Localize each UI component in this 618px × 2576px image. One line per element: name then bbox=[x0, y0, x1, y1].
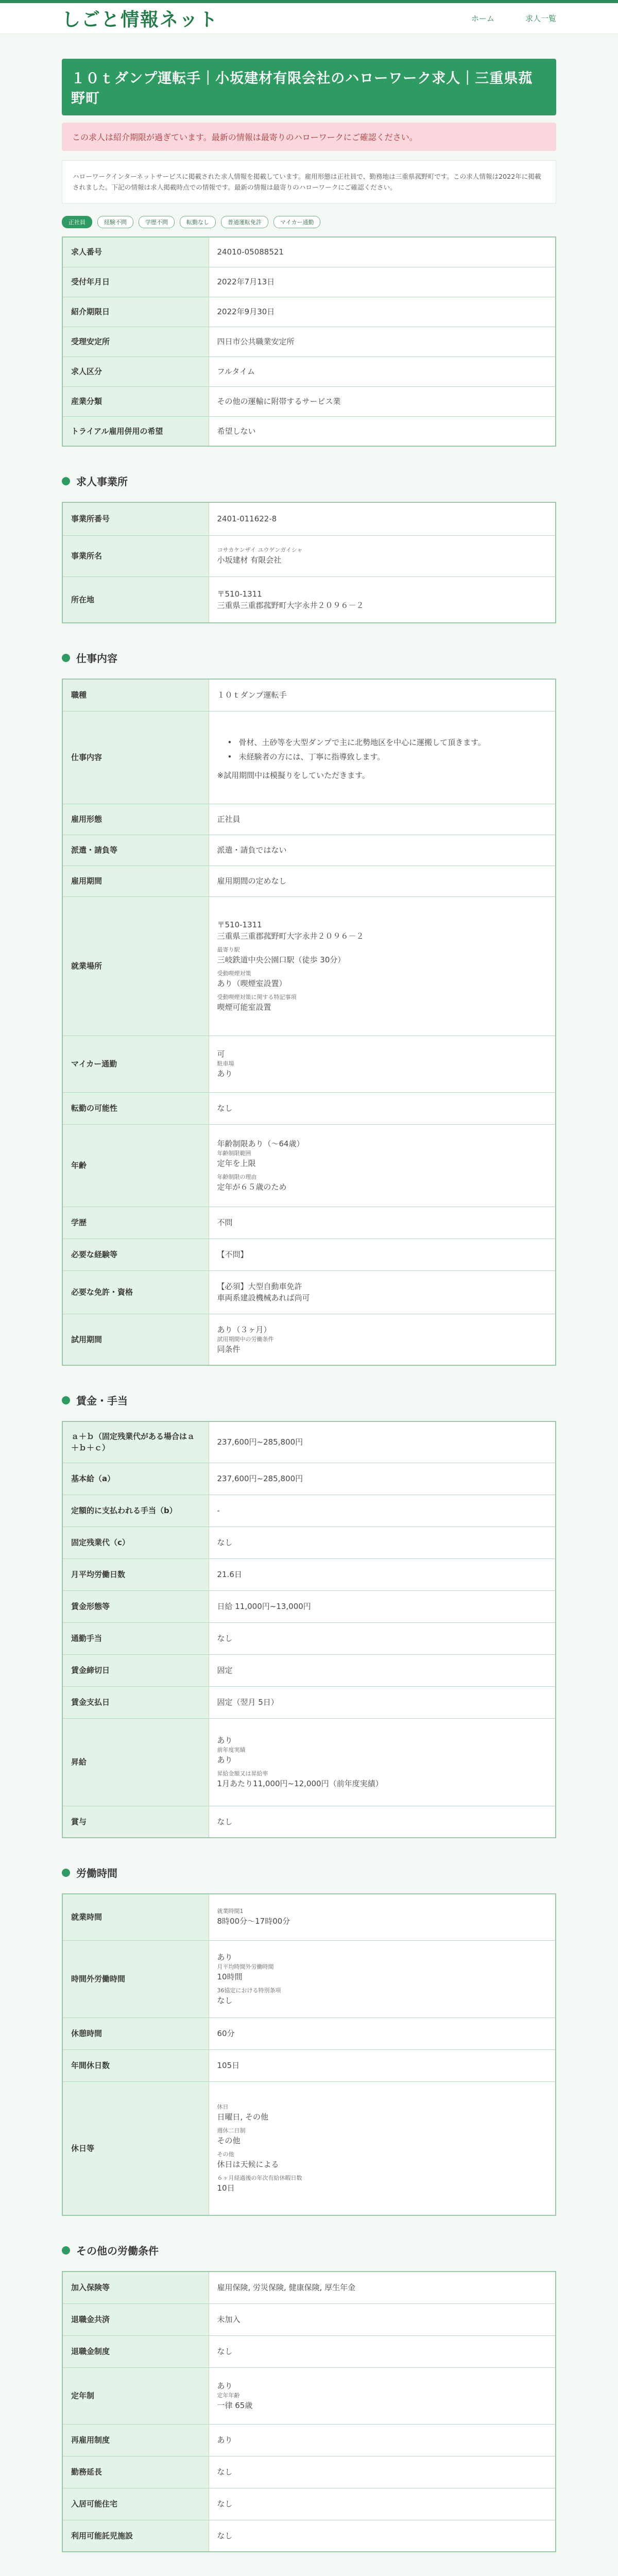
field-label: 賃金形態等 bbox=[62, 1590, 209, 1622]
field-value: 237,600円~285,800円 bbox=[209, 1421, 556, 1463]
weekly-two-days: その他 bbox=[217, 2136, 241, 2145]
field-value: １０ｔダンプ運転手 bbox=[209, 679, 556, 711]
work-note: ※試用期間中は模擬りをしていただきます。 bbox=[217, 771, 370, 780]
field-value bbox=[209, 1124, 556, 1207]
list-item: • 骨材、土砂等を大型ダンプで主に北勢地区を中心に運搬して頂きます。 bbox=[217, 737, 547, 748]
table-row bbox=[62, 1590, 556, 1622]
table-row bbox=[62, 1092, 556, 1124]
list-item: • 未経験者の方には、丁寧に指導致します。 bbox=[217, 751, 547, 762]
table-row bbox=[62, 1421, 556, 1463]
field-value: あり bbox=[209, 2424, 556, 2456]
table-row bbox=[62, 1940, 556, 2018]
field-value: 105日 bbox=[209, 2049, 556, 2081]
table-row bbox=[62, 1036, 556, 1092]
expired-notice: この求人は紹介期限が過ぎています。最新の情報は最寄りのハローワークにご確認ください。 bbox=[62, 123, 556, 151]
retirement-age: 一律 65歳 bbox=[217, 2401, 253, 2410]
field-label: 休憩時間 bbox=[62, 2018, 209, 2049]
field-value: なし bbox=[209, 1092, 556, 1124]
table-row bbox=[62, 1558, 556, 1590]
field-label: 雇用形態 bbox=[62, 804, 209, 835]
section-heading-job bbox=[62, 650, 556, 665]
field-label: トライアル雇用併用の希望 bbox=[62, 416, 209, 446]
section-title: 賃金・手当 bbox=[76, 1395, 128, 1407]
field-label: 雇用期間 bbox=[62, 866, 209, 896]
field-label: 加入保険等 bbox=[62, 2272, 209, 2303]
field-value: 日給 11,000円~13,000円 bbox=[209, 1590, 556, 1622]
holiday-other: 休日は天候による bbox=[217, 2159, 279, 2169]
table-row bbox=[62, 896, 556, 1036]
field-label: 学歴 bbox=[62, 1207, 209, 1239]
field-label: 転勤の可能性 bbox=[62, 1092, 209, 1124]
wage-table bbox=[62, 1421, 556, 1838]
table-row bbox=[62, 2424, 556, 2456]
table-row bbox=[62, 297, 556, 327]
bullet-icon bbox=[62, 1869, 70, 1877]
field-label: 基本給（a） bbox=[62, 1463, 209, 1495]
tag-no-transfer[interactable]: 転勤なし bbox=[180, 216, 216, 228]
age-reason: 定年が６５歳のため bbox=[217, 1182, 287, 1192]
table-row bbox=[62, 357, 556, 386]
field-value: 2022年9月30日 bbox=[209, 297, 556, 327]
field-value: 固定 bbox=[209, 1654, 556, 1686]
sub-label: 年齢制限の理由 bbox=[217, 1174, 257, 1180]
field-value: その他の運輸に附帯するサービス業 bbox=[209, 386, 556, 416]
field-value: なし bbox=[209, 2335, 556, 2367]
table-row bbox=[62, 2272, 556, 2303]
field-label: 勤務延長 bbox=[62, 2456, 209, 2488]
field-label: 休日等 bbox=[62, 2081, 209, 2215]
table-row bbox=[62, 535, 556, 577]
field-label: 退職金共済 bbox=[62, 2303, 209, 2335]
table-row bbox=[62, 2049, 556, 2081]
holidays: 日曜日, その他 bbox=[217, 2112, 269, 2122]
tag-seishain[interactable]: 正社員 bbox=[62, 216, 92, 228]
raise-record: あり bbox=[217, 1755, 233, 1765]
nav-job-list[interactable]: 求人一覧 bbox=[525, 14, 556, 23]
trial-condition: 同条件 bbox=[217, 1344, 241, 1354]
table-row bbox=[62, 711, 556, 804]
table-row bbox=[62, 577, 556, 623]
special-clause: なし bbox=[217, 1996, 233, 2005]
field-value: 四日市公共職業安定所 bbox=[209, 327, 556, 357]
smoke-policy: あり（喫煙室設置） bbox=[217, 979, 287, 988]
retirement: あり bbox=[217, 2381, 233, 2391]
table-row bbox=[62, 866, 556, 896]
field-label: 入居可能住宅 bbox=[62, 2488, 209, 2520]
field-label: 賃金締切日 bbox=[62, 1654, 209, 1686]
address: 三重県三重郡菰野町大字永井２０９６－２ bbox=[217, 931, 364, 941]
field-label: 求人区分 bbox=[62, 357, 209, 386]
nav-home[interactable]: ホーム bbox=[471, 14, 494, 23]
sub-label: 受動喫煙対策 bbox=[217, 970, 251, 977]
field-value: 雇用保険, 労災保険, 健康保険, 厚生年金 bbox=[209, 2272, 556, 2303]
table-row bbox=[62, 1654, 556, 1686]
field-label: 仕事内容 bbox=[62, 711, 209, 804]
table-row bbox=[62, 2018, 556, 2049]
field-label: 固定残業代（c） bbox=[62, 1527, 209, 1558]
sub-label: 試用期間中の労働条件 bbox=[217, 1335, 274, 1343]
table-row bbox=[62, 1806, 556, 1838]
sub-label: 就業時間1 bbox=[217, 1908, 244, 1915]
field-label: 所在地 bbox=[62, 577, 209, 623]
field-label: 事業所番号 bbox=[62, 502, 209, 535]
field-value: 24010-05088521 bbox=[209, 237, 556, 267]
page-title: １０ｔダンプ運転手｜小坂建材有限会社のハローワーク求人｜三重県菰野町 bbox=[62, 59, 556, 115]
table-row bbox=[62, 1239, 556, 1270]
main-nav bbox=[471, 13, 556, 24]
sub-label: 週休二日制 bbox=[217, 2127, 246, 2134]
sub-label: 受動喫煙対策に関する特記事項 bbox=[217, 994, 297, 1001]
field-label: 求人番号 bbox=[62, 237, 209, 267]
section-heading-office bbox=[62, 473, 556, 488]
age-range: 定年を上限 bbox=[217, 1159, 256, 1168]
section-heading-conditions bbox=[62, 2243, 556, 2258]
summary-table bbox=[62, 236, 556, 447]
field-value bbox=[209, 535, 556, 577]
table-row bbox=[62, 679, 556, 711]
field-value bbox=[209, 1036, 556, 1092]
field-label: 賞与 bbox=[62, 1806, 209, 1838]
field-value bbox=[209, 2367, 556, 2424]
table-row bbox=[62, 1894, 556, 1940]
field-value: 雇用期間の定めなし bbox=[209, 866, 556, 896]
table-row bbox=[62, 2488, 556, 2520]
table-row bbox=[62, 835, 556, 866]
field-value: 2022年7月13日 bbox=[209, 267, 556, 297]
field-value: なし bbox=[209, 1527, 556, 1558]
section-title: 求人事業所 bbox=[76, 476, 128, 488]
field-label: ａ＋ｂ（固定残業代がある場合はａ＋ｂ＋ｃ） bbox=[62, 1421, 209, 1463]
job-description-box: ハローワークインターネットサービスに掲載された求人情報を掲載しています。雇用形態は正社員で、勤務地は三重県菰野町です。この求人情報は2022年に掲載されました。下記の情報は求人掲載時点での情報です。最新の情報は最寄りのハローワークにご確認ください。 bbox=[62, 160, 556, 204]
sub-label: 年齢制限範囲 bbox=[217, 1150, 251, 1157]
field-label: 就業時間 bbox=[62, 1894, 209, 1940]
field-value: 237,600円~285,800円 bbox=[209, 1463, 556, 1495]
field-value bbox=[209, 711, 556, 804]
sub-label: 駐車場 bbox=[217, 1060, 234, 1067]
table-row bbox=[62, 267, 556, 297]
table-row bbox=[62, 237, 556, 267]
field-label: 利用可能託児施設 bbox=[62, 2520, 209, 2552]
sub-label: その他 bbox=[217, 2150, 234, 2158]
field-value: 21.6日 bbox=[209, 1558, 556, 1590]
field-value: 60分 bbox=[209, 2018, 556, 2049]
field-value: 正社員 bbox=[209, 804, 556, 835]
sub-label: 定年年齢 bbox=[217, 2392, 240, 2399]
age-limit: 年齢制限あり（～64歳） bbox=[217, 1139, 304, 1148]
table-row bbox=[62, 1622, 556, 1654]
table-row bbox=[62, 1124, 556, 1207]
zip-code: 〒510-1311 bbox=[217, 920, 262, 929]
tag-license[interactable]: 普通運転免許 bbox=[221, 216, 268, 228]
field-label: 通勤手当 bbox=[62, 1622, 209, 1654]
field-label: 受理安定所 bbox=[62, 327, 209, 357]
tag-list bbox=[62, 216, 556, 228]
zip-code: 〒510-1311 bbox=[217, 589, 262, 599]
site-logo[interactable]: しごと情報ネット bbox=[62, 9, 219, 30]
field-value: 【不問】 bbox=[209, 1239, 556, 1270]
field-value bbox=[209, 577, 556, 623]
field-value: フルタイム bbox=[209, 357, 556, 386]
field-label: 就業場所 bbox=[62, 896, 209, 1036]
conditions-table bbox=[62, 2271, 556, 2552]
table-row bbox=[62, 1686, 556, 1718]
table-row bbox=[62, 2520, 556, 2552]
bullet-icon bbox=[62, 1396, 70, 1404]
table-row bbox=[62, 1495, 556, 1527]
bullet-icon bbox=[62, 477, 70, 485]
tag-car-commute[interactable]: マイカー通勤 bbox=[273, 216, 320, 228]
site-header bbox=[0, 3, 618, 34]
field-label: 試用期間 bbox=[62, 1314, 209, 1365]
smoke-note: 喫煙可能室設置 bbox=[217, 1003, 271, 1012]
company-kana: コサカケンザイ ユウゲンガイシャ bbox=[217, 547, 303, 553]
field-label: 受付年月日 bbox=[62, 267, 209, 297]
parking: あり bbox=[217, 1069, 233, 1078]
field-value: 未加入 bbox=[209, 2303, 556, 2335]
field-value: 不問 bbox=[209, 1207, 556, 1239]
field-label: 必要な免許・資格 bbox=[62, 1270, 209, 1314]
sub-label: 昇給金額又は昇給率 bbox=[217, 1770, 268, 1777]
license-required: 【必須】大型自動車免許 bbox=[217, 1282, 302, 1291]
field-label: 必要な経験等 bbox=[62, 1239, 209, 1270]
sub-label: 休日 bbox=[217, 2103, 229, 2110]
table-row bbox=[62, 2335, 556, 2367]
table-row bbox=[62, 2081, 556, 2215]
field-label: 紹介期限日 bbox=[62, 297, 209, 327]
field-value: なし bbox=[209, 1622, 556, 1654]
table-row bbox=[62, 1527, 556, 1558]
field-label: 派遣・請負等 bbox=[62, 835, 209, 866]
station: 三岐鉄道中央公園口駅（徒歩 30分） bbox=[217, 955, 346, 964]
field-value: なし bbox=[209, 2488, 556, 2520]
sub-label: 36協定における特別条項 bbox=[217, 1987, 281, 1994]
work-hours: 8時00分～17時00分 bbox=[217, 1917, 290, 1926]
sub-label: 前年度実績 bbox=[217, 1747, 246, 1753]
field-value bbox=[209, 2081, 556, 2215]
table-row bbox=[62, 327, 556, 357]
field-value: 希望しない bbox=[209, 416, 556, 446]
main-content bbox=[62, 34, 556, 2576]
field-label: 年齢 bbox=[62, 1124, 209, 1207]
table-row bbox=[62, 386, 556, 416]
field-value bbox=[209, 1314, 556, 1365]
address: 三重県三重郡菰野町大字永井２０９６－２ bbox=[217, 600, 364, 610]
field-value: 固定（翌月 5日） bbox=[209, 1686, 556, 1718]
section-heading-hours bbox=[62, 1865, 556, 1880]
field-label: マイカー通勤 bbox=[62, 1036, 209, 1092]
job-table bbox=[62, 679, 556, 1366]
work-list bbox=[217, 737, 547, 762]
overtime-avg: 10時間 bbox=[217, 1972, 243, 1981]
section-heading-wage bbox=[62, 1393, 556, 1408]
table-row bbox=[62, 416, 556, 446]
section-title: 労働時間 bbox=[76, 1867, 117, 1879]
office-table bbox=[62, 502, 556, 623]
trial-period: あり（３ヶ月） bbox=[217, 1325, 271, 1334]
field-label: 産業分類 bbox=[62, 386, 209, 416]
field-value bbox=[209, 1718, 556, 1806]
table-row bbox=[62, 804, 556, 835]
field-label: 職種 bbox=[62, 679, 209, 711]
bullet-icon bbox=[62, 2246, 70, 2255]
field-value: 派遣・請負ではない bbox=[209, 835, 556, 866]
car-commute: 可 bbox=[217, 1049, 225, 1059]
license-preferred: 車両系建設機械あれば尚可 bbox=[217, 1293, 310, 1302]
field-label: 昇給 bbox=[62, 1718, 209, 1806]
field-value bbox=[209, 1894, 556, 1940]
paid-leave: 10日 bbox=[217, 2183, 235, 2193]
overtime: あり bbox=[217, 1953, 233, 1962]
table-row bbox=[62, 2456, 556, 2488]
tag-experience[interactable]: 経験不問 bbox=[97, 216, 133, 228]
section-title: 仕事内容 bbox=[76, 652, 117, 665]
field-label: 賃金支払日 bbox=[62, 1686, 209, 1718]
field-label: 事業所名 bbox=[62, 535, 209, 577]
hours-table bbox=[62, 1893, 556, 2216]
field-value: なし bbox=[209, 1806, 556, 1838]
field-label: 定額的に支払われる手当（b） bbox=[62, 1495, 209, 1527]
field-value: - bbox=[209, 1495, 556, 1527]
field-value: なし bbox=[209, 2456, 556, 2488]
field-label: 年間休日数 bbox=[62, 2049, 209, 2081]
field-value bbox=[209, 1940, 556, 2018]
raise-amount: 1月あたり11,000円~12,000円（前年度実績） bbox=[217, 1779, 383, 1788]
table-row bbox=[62, 2367, 556, 2424]
sub-label: ６ヶ月経過後の年次有給休暇日数 bbox=[217, 2174, 302, 2181]
field-value: 2401-011622-8 bbox=[209, 502, 556, 535]
company-name: 小坂建材 有限会社 bbox=[217, 555, 282, 565]
table-row bbox=[62, 1270, 556, 1314]
bullet-icon bbox=[62, 654, 70, 662]
tag-education[interactable]: 学歴不問 bbox=[139, 216, 175, 228]
field-label: 定年制 bbox=[62, 2367, 209, 2424]
table-row bbox=[62, 1207, 556, 1239]
table-row bbox=[62, 502, 556, 535]
table-row bbox=[62, 1463, 556, 1495]
field-value bbox=[209, 1270, 556, 1314]
table-row bbox=[62, 1314, 556, 1365]
field-label: 退職金制度 bbox=[62, 2335, 209, 2367]
field-value: なし bbox=[209, 2520, 556, 2552]
sub-label: 月平均時間外労働時間 bbox=[217, 1963, 274, 1970]
field-label: 時間外労働時間 bbox=[62, 1940, 209, 2018]
table-row bbox=[62, 2303, 556, 2335]
table-row bbox=[62, 1718, 556, 1806]
sub-label: 最寄り駅 bbox=[217, 946, 240, 953]
section-title: その他の労働条件 bbox=[76, 2245, 159, 2257]
field-label: 月平均労働日数 bbox=[62, 1558, 209, 1590]
raise: あり bbox=[217, 1736, 233, 1745]
field-label: 再雇用制度 bbox=[62, 2424, 209, 2456]
field-value bbox=[209, 896, 556, 1036]
